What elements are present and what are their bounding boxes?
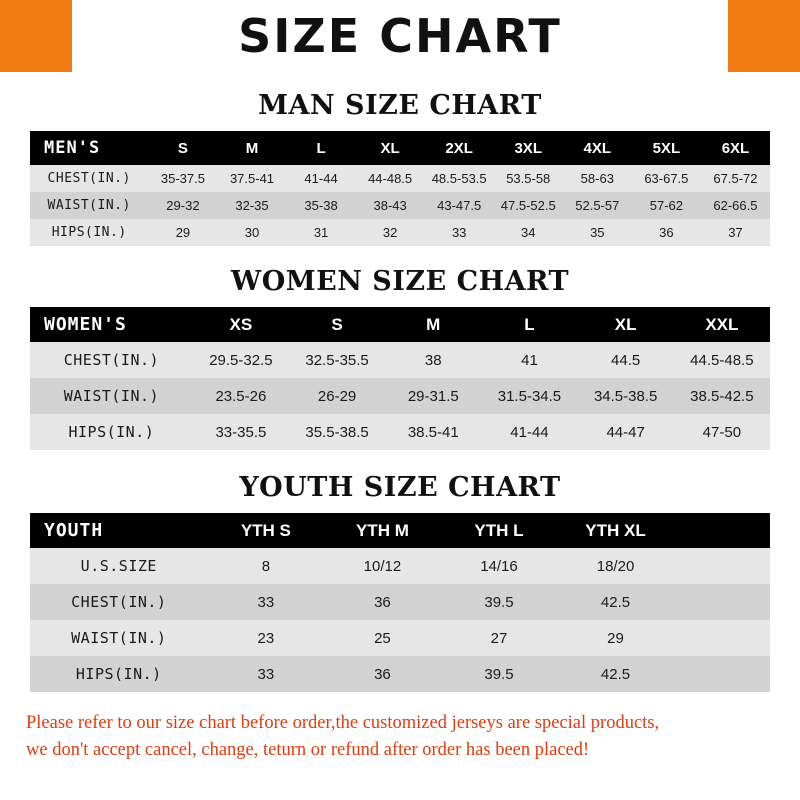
col-header: YTH S xyxy=(240,520,291,540)
cell: 36 xyxy=(659,225,674,240)
col-header: YTH L xyxy=(474,520,524,540)
row-label: HIPS(IN.) xyxy=(68,423,155,441)
col-header: S xyxy=(177,139,188,157)
col-header: 2XL xyxy=(445,139,473,157)
col-header: 3XL xyxy=(514,139,542,157)
cell: 35 xyxy=(590,225,605,240)
youth-section-title: YOUTH SIZE CHART xyxy=(239,472,561,503)
col-header: M xyxy=(426,314,441,334)
cell: 29.5-32.5 xyxy=(209,351,273,369)
cell: 63-67.5 xyxy=(644,171,689,186)
col-header: XL xyxy=(380,139,400,157)
col-header: S xyxy=(331,314,343,334)
cell: 30 xyxy=(244,225,260,240)
row-label: WAIST(IN.) xyxy=(71,629,167,647)
col-header: XL xyxy=(614,314,637,334)
cell: 34.5-38.5 xyxy=(593,387,658,405)
cell: 37.5-41 xyxy=(229,171,275,186)
cell: 32-35 xyxy=(235,198,269,213)
page-header-banner xyxy=(0,0,800,72)
cell: 38 xyxy=(424,351,442,369)
cell: 37 xyxy=(728,225,743,240)
cell-spacer xyxy=(674,548,770,584)
cell: 31.5-34.5 xyxy=(497,387,562,405)
table-row xyxy=(30,656,770,692)
cell: 33 xyxy=(451,225,467,240)
youth-size-table xyxy=(30,513,770,692)
table-header-row xyxy=(30,131,770,165)
cell: 58-63 xyxy=(580,171,614,186)
col-header: 5XL xyxy=(652,139,681,157)
cell: 29-31.5 xyxy=(407,387,459,405)
cell: 8 xyxy=(261,557,271,575)
row-label: U.S.SIZE xyxy=(80,557,157,575)
table-row xyxy=(30,620,770,656)
cell: 23 xyxy=(257,629,275,647)
row-label: WAIST(IN.) xyxy=(47,198,131,213)
col-header: YTH XL xyxy=(585,520,646,540)
cell-spacer xyxy=(674,620,770,656)
cell: 26-29 xyxy=(317,387,357,405)
col-header: XS xyxy=(229,314,253,334)
cell: 32 xyxy=(382,225,398,240)
col-header: WOMEN'S xyxy=(44,314,127,335)
cell: 42.5 xyxy=(600,593,631,611)
row-label: WAIST(IN.) xyxy=(63,387,160,405)
col-header: YOUTH xyxy=(44,520,104,541)
table-row xyxy=(30,414,770,450)
col-header: MEN'S xyxy=(44,138,101,158)
col-header-spacer xyxy=(674,513,770,548)
cell: 35-37.5 xyxy=(160,171,205,186)
cell: 62-66.5 xyxy=(713,198,758,213)
cell: 14/16 xyxy=(480,557,518,575)
cell: 44-47 xyxy=(606,423,645,441)
man-size-table xyxy=(30,131,770,246)
cell: 10/12 xyxy=(363,557,402,575)
table-row xyxy=(30,219,770,246)
cell: 27 xyxy=(490,629,508,647)
cell: 57-62 xyxy=(649,198,683,213)
cell: 41-44 xyxy=(304,171,338,186)
cell: 39.5 xyxy=(484,593,514,611)
cell: 29 xyxy=(175,225,191,240)
man-table-wrap xyxy=(0,131,800,246)
table-row xyxy=(30,548,770,584)
row-label: HIPS(IN.) xyxy=(75,665,162,683)
cell: 38.5-42.5 xyxy=(690,387,754,405)
cell: 34 xyxy=(521,225,536,240)
cell: 44.5 xyxy=(611,351,641,369)
cell: 36 xyxy=(374,593,391,611)
women-size-table xyxy=(30,307,770,450)
women-table-wrap xyxy=(0,307,800,450)
cell: 33 xyxy=(257,593,275,611)
table-row xyxy=(30,342,770,378)
cell: 38-43 xyxy=(373,198,407,213)
banner-right-accent xyxy=(728,0,800,72)
col-header: YTH M xyxy=(355,520,409,540)
cell: 39.5 xyxy=(484,665,514,683)
row-label: CHEST(IN.) xyxy=(71,593,167,611)
table-header-row xyxy=(30,513,770,548)
cell: 47.5-52.5 xyxy=(500,198,556,213)
col-header: 6XL xyxy=(721,139,750,157)
cell: 33 xyxy=(257,665,275,683)
cell: 36 xyxy=(374,665,391,683)
row-label: HIPS(IN.) xyxy=(51,225,127,240)
table-row xyxy=(30,192,770,219)
table-row xyxy=(30,378,770,414)
table-header-row xyxy=(30,307,770,342)
cell: 42.5 xyxy=(600,665,631,683)
page-title: SIZE CHART xyxy=(238,9,562,63)
cell: 29-32 xyxy=(166,198,200,213)
cell: 41 xyxy=(521,351,538,369)
man-section-title: MAN SIZE CHART xyxy=(258,90,542,121)
cell: 38.5-41 xyxy=(407,423,459,441)
col-header: M xyxy=(245,139,259,157)
note-line-2: we don't accept cancel, change, teturn or refund after order has been placed! xyxy=(26,739,590,760)
row-label: CHEST(IN.) xyxy=(47,171,131,186)
cell: 32.5-35.5 xyxy=(305,351,369,369)
col-header: L xyxy=(524,314,535,334)
table-row xyxy=(30,165,770,192)
cell: 35.5-38.5 xyxy=(305,423,369,441)
cell-spacer xyxy=(674,584,770,620)
cell: 67.5-72 xyxy=(713,171,758,186)
cell-spacer xyxy=(674,656,770,692)
youth-table-wrap xyxy=(0,513,800,692)
cell: 48.5-53.5 xyxy=(431,171,487,186)
table-row xyxy=(30,584,770,620)
col-header: XXL xyxy=(705,314,739,334)
cell: 33-35.5 xyxy=(215,423,267,441)
col-header: 4XL xyxy=(583,139,612,157)
cell: 29 xyxy=(607,629,624,647)
cell: 35-38 xyxy=(304,198,338,213)
cell: 41-44 xyxy=(510,423,549,441)
cell: 18/20 xyxy=(596,557,635,575)
women-section-title: WOMEN SIZE CHART xyxy=(230,266,570,297)
cell: 31 xyxy=(313,225,329,240)
banner-left-accent xyxy=(0,0,72,72)
cell: 23.5-26 xyxy=(215,387,267,405)
cell: 52.5-57 xyxy=(575,198,620,213)
col-header: L xyxy=(316,139,326,157)
order-policy-note xyxy=(0,710,800,764)
cell: 44.5-48.5 xyxy=(690,351,754,369)
cell: 53.5-58 xyxy=(506,171,551,186)
cell: 43-47.5 xyxy=(437,198,482,213)
row-label: CHEST(IN.) xyxy=(63,351,160,369)
cell: 47-50 xyxy=(702,423,742,441)
cell: 25 xyxy=(374,629,391,647)
cell: 44-48.5 xyxy=(368,171,413,186)
note-line-1: Please refer to our size chart before order,the customized jerseys are special products, xyxy=(26,713,660,733)
